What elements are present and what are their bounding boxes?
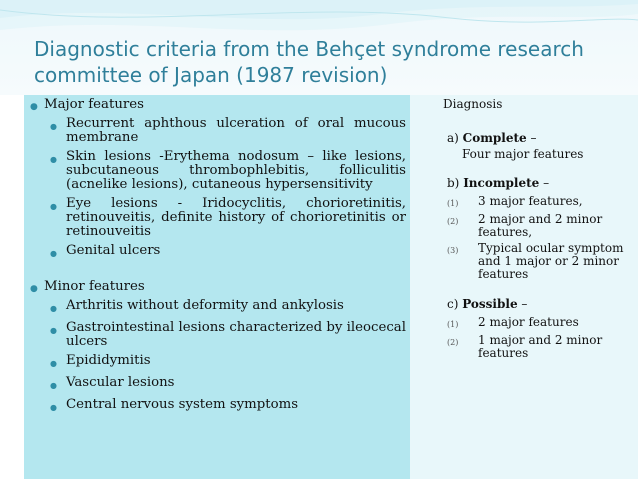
list-item: (1) 3 major features,	[447, 194, 583, 208]
list-item: ● Genital ulcers	[50, 244, 406, 261]
bullet-icon: ●	[50, 403, 57, 412]
list-item: ● Eye lesions - Iridocyclitis, chorioretinitis, retinouveitis, definite history of chorioretinitis or retinouveitis	[50, 196, 406, 239]
possible-heading: c) Possible –	[447, 297, 528, 311]
list-item: ● Arthritis without deformity and ankylosis	[50, 299, 406, 316]
possible-list	[447, 316, 627, 360]
features-list	[30, 98, 406, 420]
diagnosis-panel	[443, 97, 627, 363]
minor-features-list	[50, 299, 406, 415]
list-item: ● Central nervous system symptoms	[50, 398, 406, 415]
bullet-icon: ●	[50, 326, 57, 335]
bullet-icon: ●	[50, 304, 57, 313]
bullet-icon: ●	[50, 202, 57, 211]
slide-title: Diagnostic criteria from the Behçet syndrome research committee of Japan (1987 revision)	[34, 37, 584, 87]
list-item: ● Gastrointestinal lesions characterized by ileocecal ulcers	[50, 320, 406, 349]
major-features-heading: ● Major features	[30, 97, 144, 112]
bullet-icon: ●	[50, 155, 57, 164]
list-item: (2) 2 major and 2 minor features,	[447, 212, 603, 239]
bullet-icon: ●	[50, 249, 57, 258]
complete-note: Four major features	[462, 147, 584, 161]
incomplete-list	[447, 195, 627, 281]
complete-heading: a) Complete –	[447, 131, 537, 145]
list-item: (1) 2 major features	[447, 315, 579, 329]
list-item: ● Recurrent aphthous ulceration of oral mucous membrane	[50, 116, 406, 145]
list-item: (3) Typical ocular symptom and 1 major or 2 minor features	[447, 241, 624, 281]
major-features-list	[50, 117, 406, 261]
list-item: ● Epididymitis	[50, 354, 406, 371]
minor-features-heading: ● Minor features	[30, 279, 145, 294]
bullet-icon: ●	[30, 102, 38, 112]
bullet-icon: ●	[50, 122, 57, 131]
incomplete-heading: b) Incomplete –	[447, 176, 550, 190]
list-item: ● Vascular lesions	[50, 376, 406, 393]
list-item: ● Skin lesions -Erythema nodosum – like lesions, subcutaneous thrombophlebitis, folliculitis (acnelike lesions), cutaneous hypersensitivity	[50, 149, 406, 192]
bullet-icon: ●	[50, 359, 57, 368]
list-item: (2) 1 major and 2 minor features	[447, 333, 603, 360]
slide-header	[0, 0, 638, 95]
bullet-icon: ●	[30, 284, 38, 294]
diagnosis-title: Diagnosis	[443, 97, 503, 111]
bullet-icon: ●	[50, 381, 57, 390]
